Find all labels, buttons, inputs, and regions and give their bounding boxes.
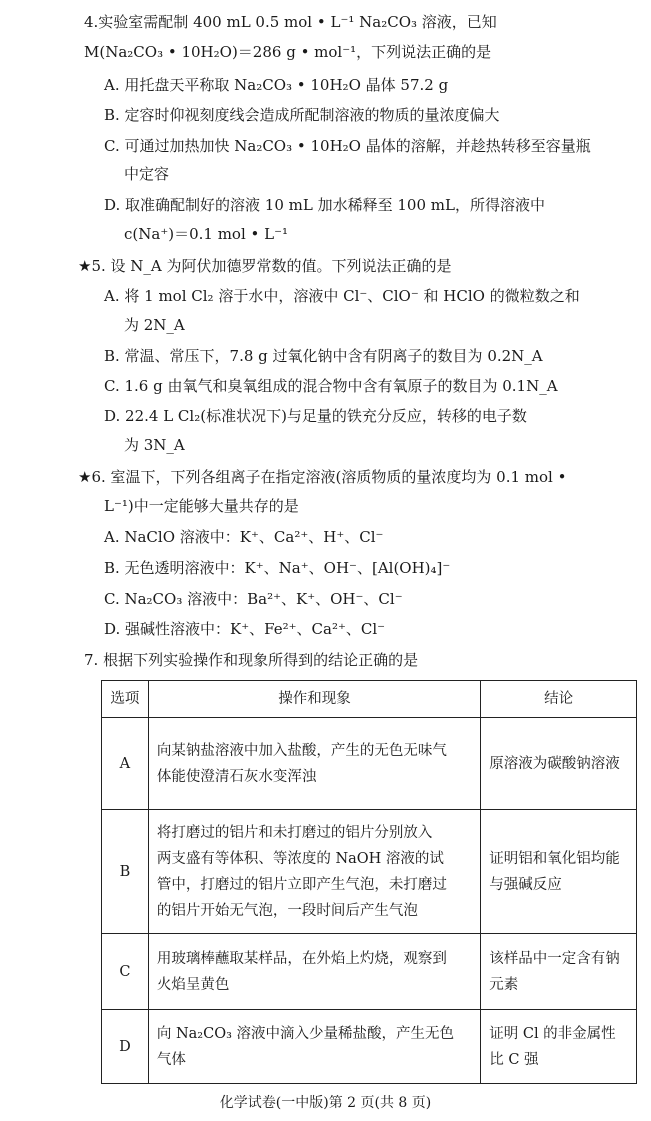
q5-option-d-line1: D. 22.4 L Cl₂(标准状况下)与足量的铁充分反应，转移的电子数	[104, 407, 527, 425]
experiment-table	[101, 680, 637, 1084]
q5-option-b: B. 常温、常压下，7.8 g 过氧化钠中含有阴离子的数目为 0.2N_A	[104, 347, 543, 365]
q6-option-d: D. 强碱性溶液中：K⁺、Fe²⁺、Ca²⁺、Cl⁻	[104, 620, 386, 638]
header-option: 选项	[102, 681, 149, 718]
table-row	[102, 1010, 637, 1084]
q7-stem: 7. 根据下列实验操作和现象所得到的结论正确的是	[84, 651, 419, 669]
header-operation: 操作和现象	[148, 681, 480, 718]
q4-option-b: B. 定容时仰视刻度线会造成所配制溶液的物质的量浓度偏大	[104, 106, 500, 124]
con-line: 原溶液为碳酸钠溶液	[489, 755, 620, 772]
con-line: 证明铝和氧化铝均能	[489, 850, 620, 867]
op-line: 的铝片开始无气泡，一段时间后产生气泡	[156, 902, 418, 919]
q5-option-a-line2: 为 2N_A	[124, 316, 185, 334]
q6-option-a: A. NaClO 溶液中：K⁺、Ca²⁺、H⁺、Cl⁻	[104, 528, 384, 546]
row-label: A	[102, 718, 149, 810]
q5-stem	[78, 254, 452, 278]
op-line: 向 Na₂CO₃ 溶液中滴入少量稀盐酸，产生无色	[156, 1025, 455, 1042]
op-line: 体能使澄清石灰水变浑浊	[156, 768, 317, 785]
op-line: 用玻璃棒蘸取某样品，在外焰上灼烧，观察到	[156, 950, 447, 967]
header-conclusion: 结论	[481, 681, 637, 718]
star-icon: ★	[78, 257, 92, 275]
q5-option-d-line2: 为 3N_A	[124, 436, 185, 454]
op-line: 火焰呈黄色	[156, 976, 230, 993]
q5-stem-text: 5. 设 N_A 为阿伏加德罗常数的值。下列说法正确的是	[91, 257, 452, 275]
con-line: 比 C 强	[489, 1051, 539, 1068]
q4-stem-line2: M(Na₂CO₃ • 10H₂O)＝286 g • mol⁻¹，下列说法正确的是	[84, 43, 492, 61]
row-label: C	[102, 934, 149, 1010]
row-operation	[148, 934, 480, 1010]
row-conclusion	[481, 718, 637, 810]
row-conclusion	[481, 810, 637, 934]
q6-option-b: B. 无色透明溶液中：K⁺、Na⁺、OH⁻、[Al(OH)₄]⁻	[104, 559, 451, 577]
page-footer: 化学试卷(一中版)第 2 页(共 8 页)	[219, 1095, 432, 1111]
q6-option-c: C. Na₂CO₃ 溶液中：Ba²⁺、K⁺、OH⁻、Cl⁻	[104, 590, 403, 608]
con-line: 该样品中一定含有钠	[489, 950, 620, 967]
q4-option-c-line2: 中定容	[124, 165, 170, 183]
q4-option-c-line1: C. 可通过加热加快 Na₂CO₃ • 10H₂O 晶体的溶解，并趁热转移至容量瓶	[104, 137, 591, 155]
table-row	[102, 934, 637, 1010]
row-label: D	[102, 1010, 149, 1084]
q5-option-a-line1: A. 将 1 mol Cl₂ 溶于水中，溶液中 Cl⁻、ClO⁻ 和 HClO 的微粒数之和	[104, 287, 580, 305]
op-line: 将打磨过的铝片和未打磨过的铝片分别放入	[156, 824, 433, 841]
row-label: B	[102, 810, 149, 934]
table-header-row	[102, 681, 637, 718]
q4-option-a: A. 用托盘天平称取 Na₂CO₃ • 10H₂O 晶体 57.2 g	[104, 76, 449, 94]
q4-stem-line1: 4.实验室需配制 400 mL 0.5 mol • L⁻¹ Na₂CO₃ 溶液，已知	[84, 13, 497, 31]
q5-option-c: C. 1.6 g 由氧气和臭氧组成的混合物中含有氧原子的数目为 0.1N_A	[104, 377, 558, 395]
row-operation	[148, 810, 480, 934]
op-line: 管中，打磨过的铝片立即产生气泡，未打磨过	[156, 876, 447, 893]
q6-stem-line2: L⁻¹)中一定能够大量共存的是	[104, 497, 299, 515]
table-row	[102, 718, 637, 810]
con-line: 与强碱反应	[489, 876, 562, 893]
op-line: 两支盛有等体积、等浓度的 NaOH 溶液的试	[156, 850, 444, 867]
q6-stem-line1	[78, 465, 566, 489]
table-row	[102, 810, 637, 934]
q4-option-d-line1: D. 取准确配制好的溶液 10 mL 加水稀释至 100 mL，所得溶液中	[104, 196, 545, 214]
row-operation	[148, 718, 480, 810]
row-conclusion	[481, 934, 637, 1010]
star-icon: ★	[78, 468, 92, 486]
row-conclusion	[481, 1010, 637, 1084]
op-line: 气体	[156, 1051, 186, 1068]
q4-option-d-line2: c(Na⁺)＝0.1 mol • L⁻¹	[124, 225, 289, 243]
con-line: 元素	[489, 976, 519, 993]
con-line: 证明 Cl 的非金属性	[489, 1025, 616, 1042]
row-operation	[148, 1010, 480, 1084]
op-line: 向某钠盐溶液中加入盐酸，产生的无色无味气	[156, 742, 447, 759]
q6-stem-text: 6. 室温下，下列各组离子在指定溶液(溶质物质的量浓度均为 0.1 mol •	[91, 468, 567, 486]
